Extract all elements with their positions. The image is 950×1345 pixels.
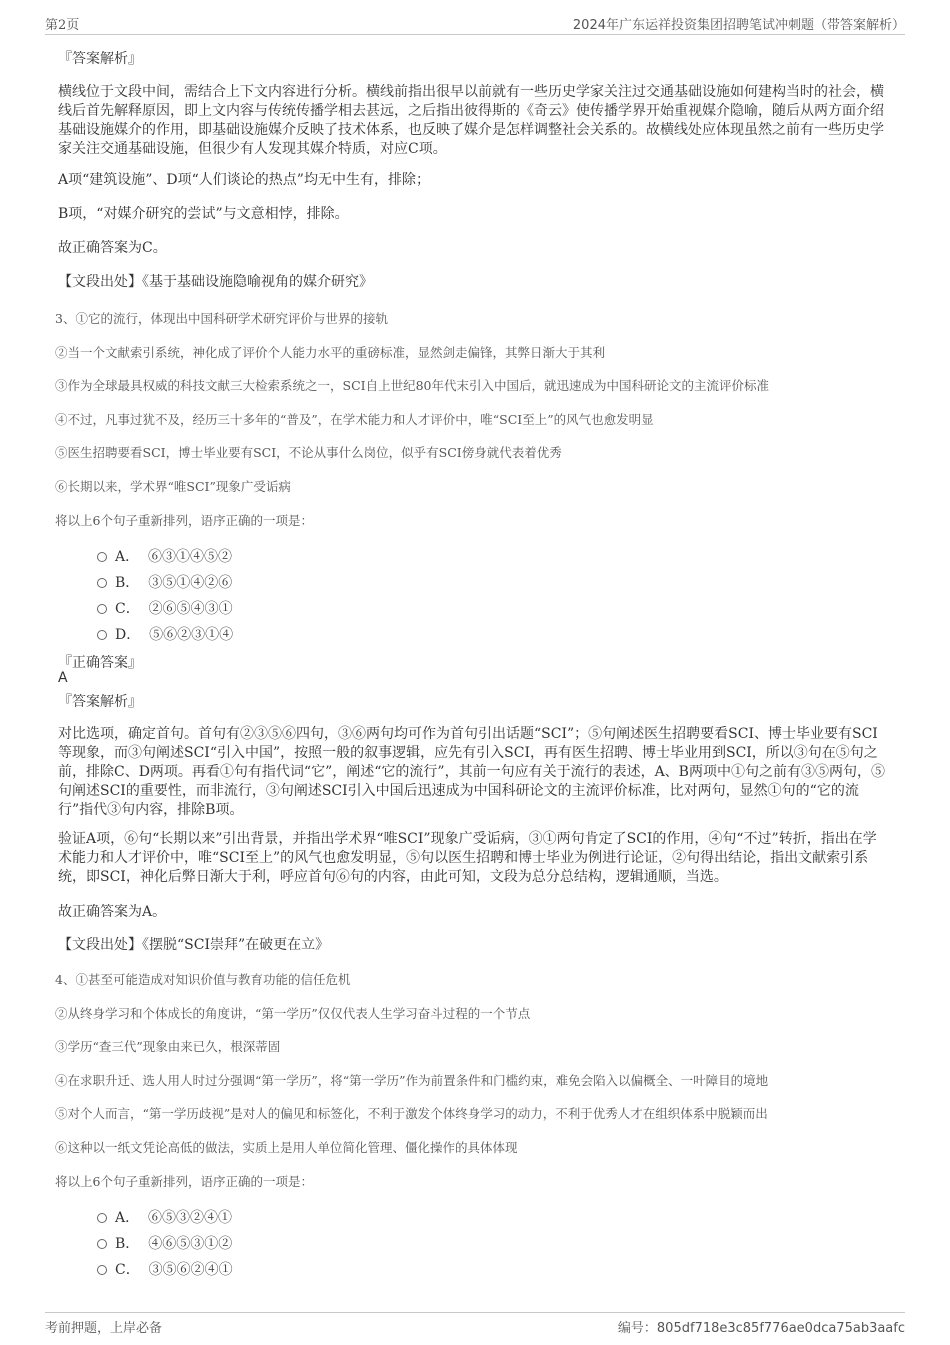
q4-option-b[interactable]: B． ④⑥⑤③①② — [97, 1233, 232, 1253]
radio-icon[interactable] — [97, 552, 107, 562]
q3-prompt: 将以上6个句子重新排列，语序正确的一项是： — [55, 513, 313, 528]
q4-sentence-1: 4、①甚至可能造成对知识价值与教育功能的信任危机 — [55, 972, 351, 987]
radio-icon[interactable] — [97, 1213, 107, 1223]
q4-sentence-4: ④在求职升迁、选人用人时过分强调“第一学历”，将“第一学历”作为前置条件和门槛约束，难免会陷入以偏概全、一叶障目的境地 — [55, 1073, 769, 1088]
q4-prompt: 将以上6个句子重新排列，语序正确的一项是： — [55, 1174, 313, 1189]
q3-correct-answer: A — [58, 670, 68, 686]
page-number: 第2页 — [45, 18, 80, 33]
q2-analysis-p3: B项，“对媒介研究的尝试”与文意相悖，排除。 — [58, 206, 349, 222]
q3-sentence-4: ④不过，凡事过犹不及，经历三十多年的“普及”，在学术能力和人才评价中，唯“SCI至上”的风气也愈发明显 — [55, 412, 654, 427]
q2-analysis-p4: 故正确答案为C。 — [58, 240, 167, 256]
radio-icon[interactable] — [97, 1239, 107, 1249]
radio-icon[interactable] — [97, 630, 107, 640]
q4-sentence-5: ⑤对个人而言，“第一学历歧视”是对人的偏见和标签化，不利于激发个体终身学习的动力，不利于优秀人才在组织体系中脱颖而出 — [55, 1106, 768, 1121]
q2-analysis-label: 『答案解析』 — [58, 51, 142, 67]
q3-sentence-6: ⑥长期以来，学术界“唯SCI”现象广受诟病 — [55, 479, 291, 494]
footer-slogan: 考前押题，上岸必备 — [45, 1321, 163, 1336]
page-footer — [45, 1312, 905, 1337]
q4-option-a[interactable]: A． ⑥⑤③②④① — [97, 1207, 232, 1227]
radio-icon[interactable] — [97, 578, 107, 588]
q3-sentence-2: ②当一个文献索引系统，神化成了评价个人能力水平的重磅标准，显然剑走偏锋，其弊日渐大于其利 — [55, 345, 606, 360]
q3-option-b[interactable]: B． ③⑤①④②⑥ — [97, 572, 232, 592]
q3-option-c[interactable]: C． ②⑥⑤④③① — [97, 598, 233, 618]
page-header — [45, 14, 905, 35]
q4-option-c[interactable]: C． ③⑤⑥②④① — [97, 1259, 233, 1279]
q4-sentence-2: ②从终身学习和个体成长的角度讲，“第一学历”仅仅代表人生学习奋斗过程的一个节点 — [55, 1006, 531, 1021]
q3-analysis-p1: 对比选项，确定首句。首句有②③⑤⑥四句，③⑥两句均可作为首句引出话题“SCI”；⑤句阐述医生招聘要看SCI、博士毕业要有SCI等现象，而③句阐述SCI“引入中国”，按照一般的叙事逻辑，应先有引入SCI，再有医生招聘、博士毕业用到SCI，所以③句在⑤句之前，排除C、D两项。再看①句有指代词“它”，阐述“它的流行”，其前一句应有关于流行的表述，A、B两项中①句之前有③⑤两句，⑤句阐述SCI的重要性，而非流行，③句阐述SCI引入中国后迅速成为中国科研论文的主流评价标准，比对两句，显然①句的“它的流行”指代③句内容，排除B项。 — [58, 726, 885, 818]
q3-analysis-p3: 故正确答案为A。 — [58, 904, 167, 920]
radio-icon[interactable] — [97, 1265, 107, 1275]
q4-sentence-6: ⑥这种以一纸文凭论高低的做法，实质上是用人单位简化管理、僵化操作的具体体现 — [55, 1140, 518, 1155]
q2-analysis-p2: A项“建筑设施”、D项“人们谈论的热点”均无中生有，排除； — [58, 172, 430, 188]
q2-source: 【文段出处】《基于基础设施隐喻视角的媒介研究》 — [58, 274, 373, 290]
q2-analysis-text: 横线位于文段中间，需结合上下文内容进行分析。横线前指出很早以前就有一些历史学家关注过交通基础设施如何建构当时的社会，横线后首先解释原因，即上文内容与传统传播学相去甚远，之后指出彼得斯的《奇云》使传播学界开始重视媒介隐喻，随后从两方面介绍基础设施媒介的作用，即基础设施媒介反映了技术体系，也反映了媒介是怎样调整社会关系的。故横线处应体现虽然之前有一些历史学家关注交通基础设施，但很少有人发现其媒介特质，对应C项。 — [58, 84, 884, 157]
document-title: 2024年广东运祥投资集团招聘笔试冲刺题（带答案解析） — [572, 18, 905, 33]
radio-icon[interactable] — [97, 604, 107, 614]
q3-source: 【文段出处】《摆脱“SCI崇拜”在破更在立》 — [58, 937, 330, 953]
q3-analysis-p2: 验证A项，⑥句“长期以来”引出背景，并指出学术界“唯SCI”现象广受诟病，③①两句肯定了SCI的作用，④句“不过”转折，指出在学术能力和人才评价中，唯“SCI至上”的风气也愈发明显，⑤句以医生招聘和博士毕业为例进行论证，②句得出结论，指出文献索引系统，即SCI，神化后弊日渐大于利，呼应首句⑥句的内容，由此可知，文段为总分总结构，逻辑通顺，当选。 — [58, 831, 877, 885]
q3-sentence-5: ⑤医生招聘要看SCI，博士毕业要有SCI，不论从事什么岗位，似乎有SCI傍身就代表着优秀 — [55, 445, 562, 460]
q3-sentence-3: ③作为全球最具权威的科技文献三大检索系统之一，SCI自上世纪80年代末引入中国后，就迅速成为中国科研论文的主流评价标准 — [55, 378, 769, 393]
q4-sentence-3: ③学历“查三代”现象由来已久，根深蒂固 — [55, 1039, 281, 1054]
q3-option-a[interactable]: A． ⑥③①④⑤② — [97, 546, 232, 566]
q3-sentence-1: 3、①它的流行，体现出中国科研学术研究评价与世界的接轨 — [55, 311, 388, 326]
q3-option-d[interactable]: D． ⑤⑥②③①④ — [97, 624, 233, 644]
q3-analysis-label: 『答案解析』 — [58, 694, 142, 710]
q3-correct-label: 『正确答案』 — [58, 655, 142, 671]
document-id: 编号：805df718e3c85f776ae0dca75ab3aafc — [617, 1321, 905, 1336]
